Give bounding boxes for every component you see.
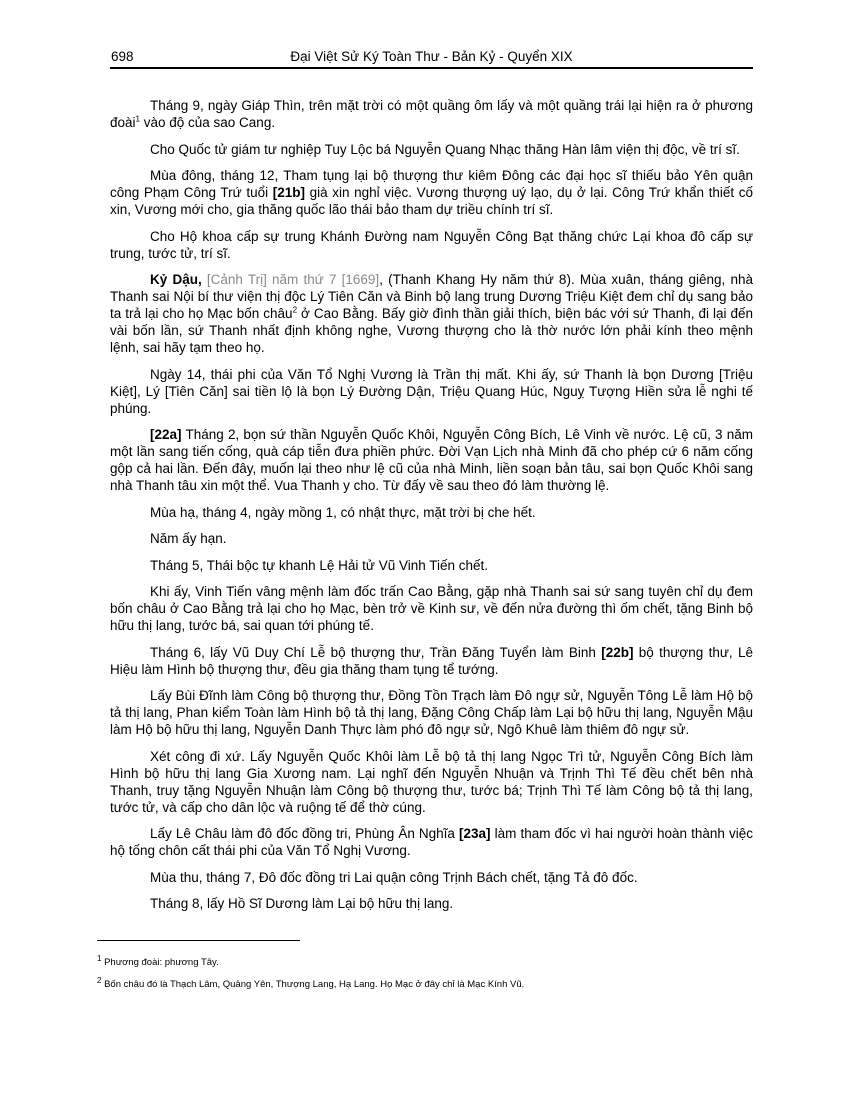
body-text (110, 97, 753, 922)
footnote-number: 2 (97, 975, 102, 985)
paragraph: Cho Quốc tử giám tư nghiệp Tuy Lộc bá Nguyễn Quang Nhạc thăng Hàn lâm viện thị độc, về trí sĩ. (150, 141, 740, 157)
footnotes (97, 953, 753, 1000)
paragraph: Lấy Lê Châu làm đô đốc đồng tri, Phùng Ân Nghĩa [23a] làm tham đốc vì hai người hoàn thành việc hộ tống chôn cất thái phi của Văn Tổ Nghị Vương. (110, 826, 753, 858)
folio-marker: [23a] (459, 826, 491, 841)
paragraph: Ngày 14, thái phi của Văn Tổ Nghị Vương là Trần thị mất. Khi ấy, sứ Thanh là bọn Dương [Triệu Kiệt], Lý [Tiên Căn] sai tiền lộ là bọn Lý Đường Dận, Triệu Quang Húc, Nguỵ Tượng Hiền sửa lễ nghi tế phúng. (110, 366, 753, 416)
paragraph: Mùa thu, tháng 7, Đô đốc đồng tri Lai quận công Trịnh Bách chết, tặng Tả đô đốc. (150, 869, 638, 885)
footnote-rule (97, 940, 300, 941)
paragraph: Cho Hộ khoa cấp sự trung Khánh Đường nam Nguyễn Công Bạt thăng chức Lại khoa đô cấp sự trung, tước tử, trí sĩ. (110, 228, 753, 261)
page-number: 698 (111, 49, 134, 64)
paragraph: Mùa hạ, tháng 4, ngày mồng 1, có nhật thực, mặt trời bị che hết. (150, 504, 536, 520)
paragraph: Xét công đi xứ. Lấy Nguyễn Quốc Khôi làm Lễ bộ tả thị lang Ngọc Trì tử, Nguyễn Công Bích làm Hình bộ hữu thị lang Gia Xương nam. Lại nghĩ đến Nguyễn Nhuận và Trịnh Thì Tế đều chết bên nhà Thanh, truy tặng Nguyễn Nhuận làm Công bộ thượng thư, tước bá; Trịnh Thì Tế làm Công bộ tả thị lang, tước tử, và cấp cho dân lộc và ruộng tế để thờ cúng. (110, 748, 753, 815)
paragraph: Lấy Bùi Đĩnh làm Công bộ thượng thư, Đồng Tồn Trạch làm Đô ngự sử, Nguyễn Tông Lễ làm Hộ bộ tả thị lang, Phan kiểm Toàn làm Hình bộ tả thị lang, Đặng Công Chấp làm Lại bộ hữu thị lang, Nguyễn Mậu làm Hộ bộ hữu thị lang, Nguyễn Danh Thực làm phó đô ngự sử, Ngô Khuê làm thiêm đô ngự sử. (110, 688, 753, 737)
paragraph: Tháng 9, ngày Giáp Thìn, trên mặt trời có một quầng ôm lấy và một quầng trái lại hiện ra ở phương đoài$^1$ vào độ của sao Cang. (110, 98, 753, 130)
year-heading: Kỷ Dậu, (150, 272, 202, 287)
paragraph: Kỷ Dậu, [Cảnh Trị] năm thứ 7 [1669], (Thanh Khang Hy năm thứ 8). Mùa xuân, tháng giêng, nhà Thanh sai Nội bí thư viện thị độc Lý Tiên Căn và Binh bộ lang trung Dương Triệu Kiệt đem chỉ dụ sang bảo ta trả lại cho họ Mạc bốn châu$^2$ ở Cao Bằng. Bấy giờ đình thần giải thích, biện bác với sứ Thanh, đi lại đến vài bốn lần, sứ Thanh nhất định không nghe, Vương thượng cho là thờ nước lớn phải kính theo mệnh lệnh, sai hãy tạm theo họ. (110, 272, 754, 355)
paragraph: Tháng 5, Thái bộc tự khanh Lệ Hải tử Vũ Vinh Tiến chết. (150, 557, 489, 573)
footnote: $^2$ Bốn châu đó là Thạch Lâm, Quảng Yên, Thượng Lang, Hạ Lang. Họ Mạc ở đây chỉ là Mạc Kính Vũ. (97, 975, 525, 990)
footnote: $^1$ Phương đoài: phương Tây. (97, 953, 219, 968)
paragraph: Khi ấy, Vinh Tiến vâng mệnh làm đốc trấn Cao Bằng, gặp nhà Thanh sai sứ sang tuyên chỉ dụ đem bốn châu ở Cao Bằng trả lại cho họ Mạc, bèn trở về Kinh sư, về đến nửa đường thì ốm chết, tặng Binh bộ hữu thị lang, tước bá, sai quan tới phúng tế. (110, 584, 753, 633)
paragraph: [22a] Tháng 2, bọn sứ thần Nguyễn Quốc Khôi, Nguyễn Công Bích, Lê Vinh về nước. Lệ cũ, 3 năm một lần sang tiến cống, quà cáp tiễn đưa phiền phức. Đời Vạn Lịch nhà Minh đã cho phép cứ 6 năm cống gộp cả hai lần. Đến đây, muốn lại theo như lệ cũ của nhà Minh, liền soạn bản tâu, sai bọn Quốc Khôi sang nhà Thanh tâu xin một thể. Vua Thanh y cho. Từ đấy về sau theo đó làm thường lệ. (110, 427, 753, 493)
era-note: [Cảnh Trị] năm thứ 7 [1669] (201, 272, 380, 287)
paragraph: Năm ấy hạn. (150, 531, 227, 546)
folio-marker: [22b] (601, 644, 634, 660)
paragraph: Tháng 6, lấy Vũ Duy Chí Lễ bộ thượng thư, Trần Đăng Tuyển làm Binh [22b] bộ thượng thư, Lê Hiệu làm Hình bộ thượng thư, đều gia thăng tham tụng tể tướng. (110, 644, 753, 677)
header-rule (110, 67, 753, 69)
paragraph: Tháng 8, lấy Hồ Sĩ Dương làm Lại bộ hữu thị lang. (150, 896, 454, 911)
footnote-ref: 2 (292, 305, 298, 315)
footnote-ref: 1 (135, 114, 140, 124)
paragraph: Mùa đông, tháng 12, Tham tụng lại bộ thượng thư kiêm Đông các đại học sĩ thiếu bảo Yên quận công Phạm Công Trứ tuổi [21b] già xin nghỉ việc. Vương thượng uý lạo, dụ ở lại. Công Trứ khẩn thiết cố xin, Vương mới cho, gia thăng quốc lão thái bảo tham dự triều chính trí sĩ. (110, 168, 753, 217)
running-title: Đại Việt Sử Ký Toàn Thư - Bản Kỷ - Quyển XIX (290, 49, 573, 64)
folio-marker: [21b] (272, 185, 305, 200)
page-header (110, 47, 753, 67)
footnote-number: 1 (97, 953, 102, 963)
folio-marker: [22a] (150, 427, 182, 442)
